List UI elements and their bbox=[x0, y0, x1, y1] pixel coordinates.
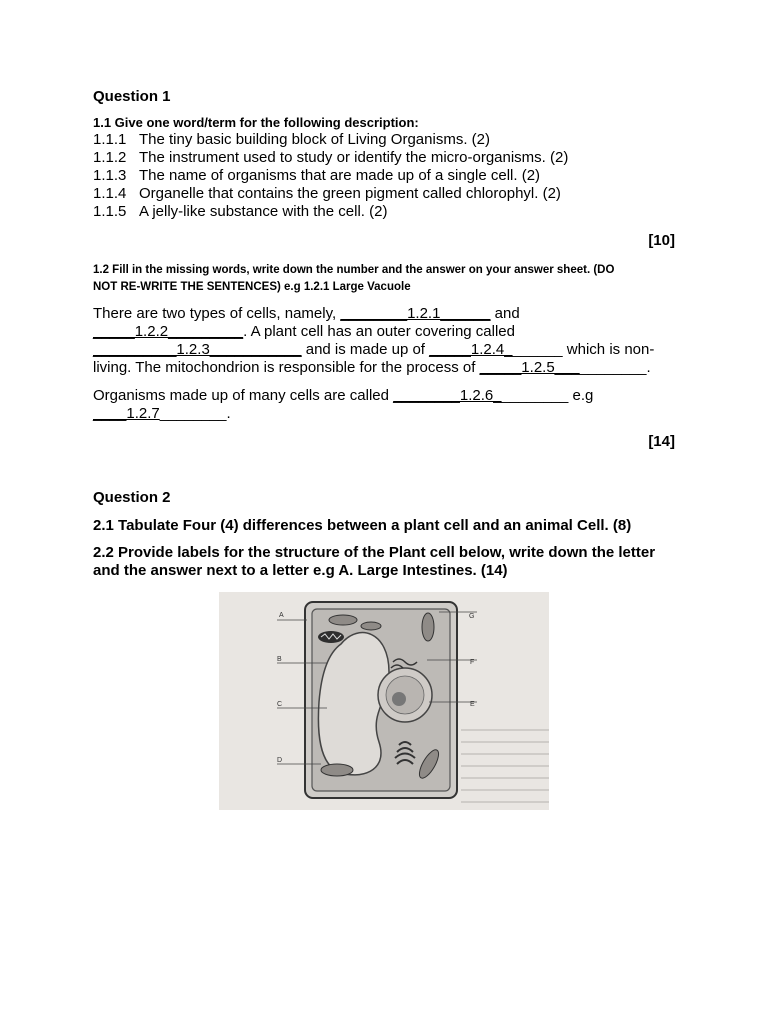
blank-1-2-2: _____1.2.2_________ bbox=[93, 323, 244, 340]
fill-paragraph-2 bbox=[93, 387, 593, 423]
blank-1-2-7: ____1.2.7 bbox=[93, 405, 160, 422]
item-number: 1.1.4 bbox=[93, 185, 127, 202]
list-item bbox=[93, 185, 568, 203]
question-1-title: Question 1 bbox=[93, 88, 171, 105]
text: ________ e.g bbox=[501, 387, 594, 404]
list-item bbox=[93, 167, 568, 185]
label-e: E bbox=[470, 701, 475, 708]
label-g: G bbox=[469, 613, 475, 620]
label-a: A bbox=[279, 612, 284, 619]
item-number: 1.1.5 bbox=[93, 203, 127, 220]
nucleolus bbox=[392, 692, 406, 706]
blank-1-2-1: ________1.2.1______ bbox=[340, 305, 491, 322]
text: and is made up of bbox=[301, 341, 430, 358]
text: . A plant cell has an outer covering called bbox=[243, 323, 515, 340]
text: and bbox=[490, 305, 520, 322]
question-2-title: Question 2 bbox=[93, 489, 171, 506]
list-item bbox=[93, 149, 568, 167]
section-1-1-heading: 1.1 Give one word/term for the following description: bbox=[93, 115, 419, 130]
item-number: 1.1.2 bbox=[93, 149, 127, 166]
label-f: F bbox=[470, 659, 475, 666]
item-text: The name of organisms that are made up of a single cell. (2) bbox=[139, 167, 541, 184]
text: There are two types of cells, namely, bbox=[93, 305, 341, 322]
text: ________. bbox=[579, 359, 651, 376]
section-1-2-total: [14] bbox=[648, 433, 675, 450]
blank-1-2-5: _____1.2.5___ bbox=[479, 359, 580, 376]
section-1-2-heading bbox=[93, 262, 614, 296]
section-2-1-heading: 2.1 Tabulate Four (4) differences between a plant cell and an animal Cell. (8) bbox=[93, 517, 632, 534]
section-2-2-heading bbox=[93, 544, 655, 580]
heading-line: and the answer next to a letter e.g A. Large Intestines. (14) bbox=[93, 562, 508, 579]
blank-1-2-4: _____1.2.4_ bbox=[429, 341, 513, 358]
blank-1-2-6: ________1.2.6_ bbox=[393, 387, 502, 404]
fill-paragraph-1 bbox=[93, 305, 654, 377]
item-number: 1.1.3 bbox=[93, 167, 127, 184]
list-item bbox=[93, 131, 568, 149]
plant-cell-diagram bbox=[219, 592, 549, 810]
text: living. The mitochondrion is responsible for the process of bbox=[93, 359, 480, 376]
item-text: A jelly-like substance with the cell. (2) bbox=[139, 203, 388, 220]
text: ______ which is non- bbox=[512, 341, 655, 358]
item-text: The instrument used to study or identify the micro-organisms. (2) bbox=[139, 149, 569, 166]
list-item bbox=[93, 203, 568, 221]
section-1-1-total: [10] bbox=[648, 232, 675, 249]
text: Organisms made up of many cells are called bbox=[93, 387, 394, 404]
heading-line: 2.2 Provide labels for the structure of the Plant cell below, write down the letter bbox=[93, 544, 656, 561]
question-list bbox=[93, 131, 568, 221]
item-number: 1.1.1 bbox=[93, 131, 127, 148]
item-text: Organelle that contains the green pigment called chlorophyl. (2) bbox=[139, 185, 561, 202]
label-b: B bbox=[277, 656, 282, 663]
heading-line: 1.2 Fill in the missing words, write down the number and the answer on your answer sheet. (DO bbox=[93, 264, 615, 276]
blank-1-2-3: __________1.2.3___________ bbox=[93, 341, 302, 358]
label-d: D bbox=[277, 757, 283, 764]
plant-cell-svg bbox=[219, 592, 549, 810]
heading-line: NOT RE-WRITE THE SENTENCES) e.g 1.2.1 Large Vacuole bbox=[93, 281, 411, 293]
label-c: C bbox=[277, 701, 283, 708]
text: ________. bbox=[159, 405, 231, 422]
item-text: The tiny basic building block of Living Organisms. (2) bbox=[139, 131, 490, 148]
